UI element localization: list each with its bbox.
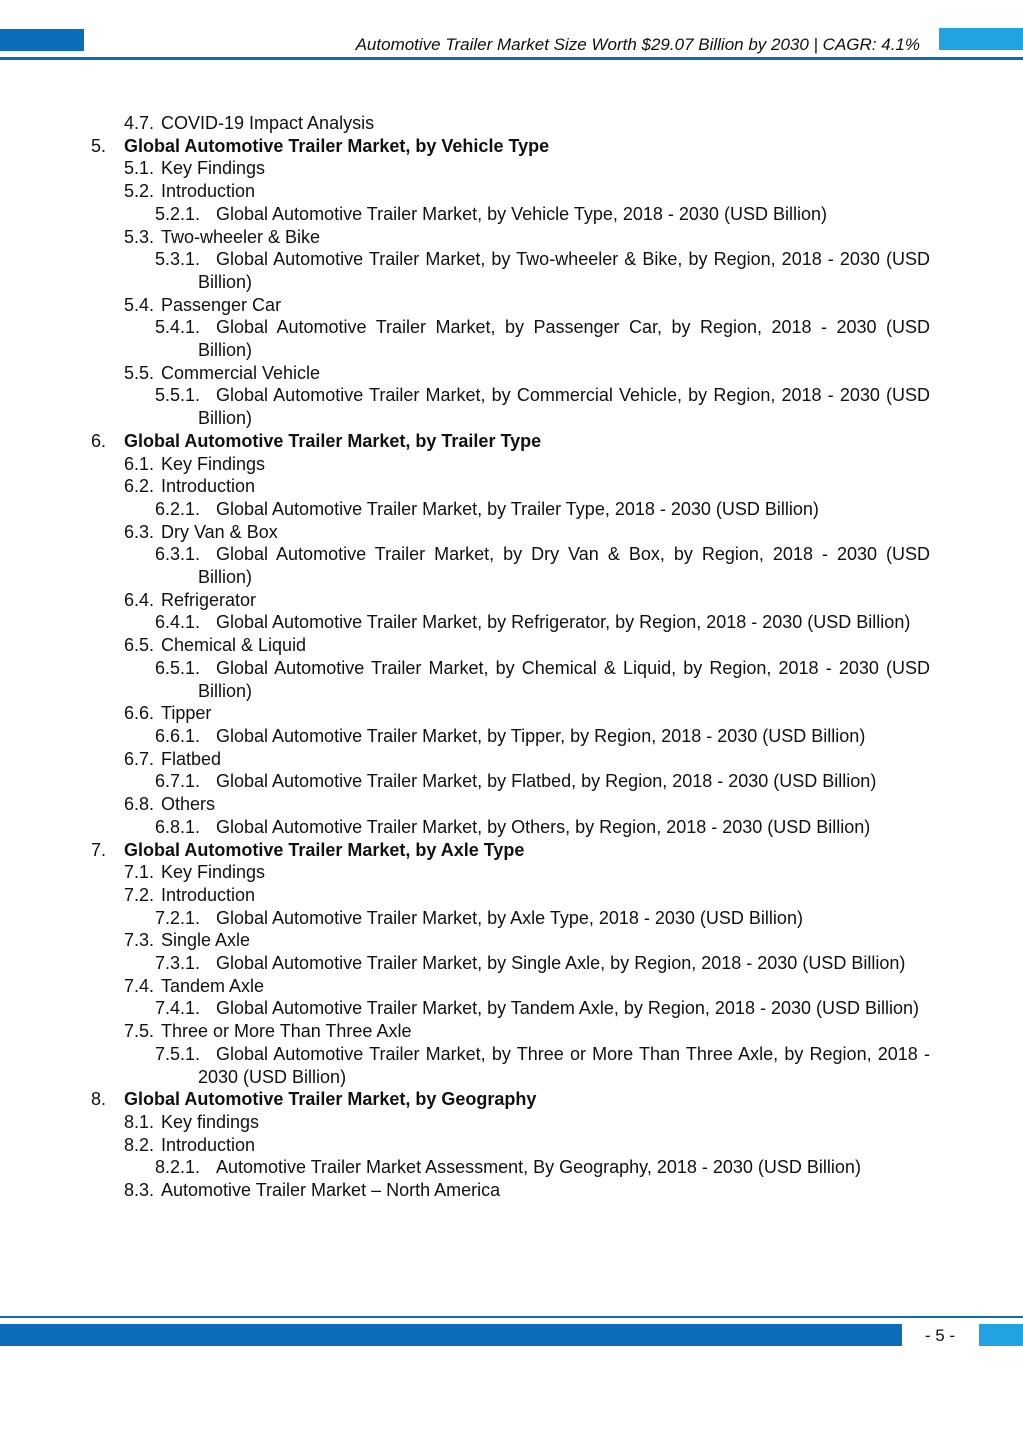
toc-chapter (0, 1088, 1023, 1111)
toc-section (0, 793, 1023, 816)
toc-title: Key Findings (161, 862, 266, 883)
toc-title: Global Automotive Trailer Market, by Vehicle Type (124, 135, 550, 156)
header-accent-left (0, 29, 84, 51)
toc-number: 5.3. (124, 226, 155, 247)
toc-title: Others (161, 794, 216, 815)
toc-section (0, 589, 1023, 612)
toc-title: Commercial Vehicle (161, 362, 321, 383)
toc-number: 6.8. (124, 794, 155, 815)
toc-title: Chemical & Liquid (161, 635, 307, 656)
toc-number: 6.3. (124, 521, 155, 542)
toc-number: 6.4. (124, 589, 155, 610)
toc-title: Key Findings (161, 453, 266, 474)
toc-section (0, 521, 1023, 544)
toc-number: 7.2. (124, 884, 155, 905)
toc-title: Global Automotive Trailer Market, by Others, by Region, 2018 - 2030 (USD Billion) (216, 816, 871, 837)
toc-number: 6.5.1. (155, 657, 201, 678)
toc-section (0, 475, 1023, 498)
toc-title: Key findings (161, 1111, 260, 1132)
toc-number: 7.4. (124, 975, 155, 996)
toc-section (0, 929, 1023, 952)
toc-number: 8.1. (124, 1111, 155, 1132)
toc-number: 6.8.1. (155, 816, 201, 837)
toc-number: 6.4.1. (155, 612, 201, 633)
toc-number: 5.5. (124, 362, 155, 383)
toc-subsection (0, 316, 1023, 361)
toc-title: Global Automotive Trailer Market, by Passenger Car, by Region, 2018 - 2030 (USD Billion) (198, 317, 930, 361)
toc-section (0, 180, 1023, 203)
header-accent-right (939, 28, 1023, 50)
toc-number: 5.4.1. (155, 317, 201, 338)
toc-section (0, 634, 1023, 657)
toc-title: Flatbed (161, 748, 222, 769)
toc-subsection (0, 611, 1023, 634)
table-of-contents (0, 112, 1023, 1202)
toc-subsection (0, 725, 1023, 748)
toc-title: Single Axle (161, 930, 251, 951)
toc-title: Tandem Axle (161, 975, 265, 996)
toc-title: Introduction (161, 1134, 256, 1155)
toc-section (0, 157, 1023, 180)
toc-subsection (0, 997, 1023, 1020)
toc-number: 6.7.1. (155, 771, 201, 792)
toc-title: Global Automotive Trailer Market, by Commercial Vehicle, by Region, 2018 - 2030 (USD Billion) (198, 385, 930, 429)
toc-section (0, 861, 1023, 884)
toc-number: 8.2.1. (155, 1157, 201, 1178)
toc-number: 7.3.1. (155, 953, 201, 974)
toc-subsection (0, 1043, 1023, 1088)
toc-title: Global Automotive Trailer Market, by Three or More Than Three Axle, by Region, 2018 - 2030 (USD Billion) (198, 1043, 930, 1087)
toc-chapter (0, 430, 1023, 453)
toc-title: Introduction (161, 476, 256, 497)
toc-title: Global Automotive Trailer Market, by Tipper, by Region, 2018 - 2030 (USD Billion) (216, 725, 866, 746)
toc-subsection (0, 907, 1023, 930)
toc-title: Key Findings (161, 158, 266, 179)
toc-subsection (0, 203, 1023, 226)
footer-accent-right (979, 1324, 1023, 1346)
toc-number: 7.4.1. (155, 998, 201, 1019)
toc-title: Global Automotive Trailer Market, by Two-wheeler & Bike, by Region, 2018 - 2030 (USD Billion) (198, 249, 930, 292)
toc-subsection (0, 952, 1023, 975)
toc-section (0, 453, 1023, 476)
toc-subsection (0, 248, 1023, 293)
toc-number: 7. (91, 839, 107, 860)
header-rule (0, 57, 1023, 60)
toc-number: 6.6.1. (155, 725, 201, 746)
toc-number: 5.2. (124, 181, 155, 202)
toc-number: 7.5.1. (155, 1043, 201, 1064)
toc-title: Global Automotive Trailer Market, by Refrigerator, by Region, 2018 - 2030 (USD Billion) (216, 612, 911, 633)
toc-section (0, 748, 1023, 771)
page-number: - 5 - (924, 1326, 956, 1345)
toc-title: Refrigerator (161, 589, 257, 610)
footer-rule (0, 1316, 1023, 1318)
toc-number: 5.1. (124, 158, 155, 179)
toc-number: 7.3. (124, 930, 155, 951)
toc-number: 6.6. (124, 703, 155, 724)
toc-title: Global Automotive Trailer Market, by Dry Van & Box, by Region, 2018 - 2030 (USD Billion) (198, 544, 930, 588)
toc-section (0, 702, 1023, 725)
toc-section (0, 294, 1023, 317)
toc-section (0, 112, 1023, 135)
toc-title: Three or More Than Three Axle (161, 1021, 412, 1042)
toc-subsection (0, 384, 1023, 429)
toc-subsection (0, 498, 1023, 521)
toc-number: 6.7. (124, 748, 155, 769)
toc-subsection (0, 816, 1023, 839)
toc-number: 5.3.1. (155, 249, 201, 270)
toc-title: Automotive Trailer Market Assessment, By Geography, 2018 - 2030 (USD Billion) (216, 1157, 861, 1178)
toc-number: 5.2.1. (155, 203, 201, 224)
toc-subsection (0, 1156, 1023, 1179)
toc-title: Global Automotive Trailer Market, by Chemical & Liquid, by Region, 2018 - 2030 (USD Billion) (198, 657, 930, 701)
toc-title: Introduction (161, 884, 256, 905)
toc-subsection (0, 543, 1023, 588)
toc-number: 7.1. (124, 862, 155, 883)
toc-section (0, 1111, 1023, 1134)
toc-number: 5.4. (124, 294, 155, 315)
toc-number: 6.5. (124, 635, 155, 656)
toc-number: 6.3.1. (155, 544, 201, 565)
toc-title: Automotive Trailer Market – North America (161, 1180, 501, 1201)
toc-section (0, 362, 1023, 385)
toc-title: Global Automotive Trailer Market, by Flatbed, by Region, 2018 - 2030 (USD Billion) (216, 771, 877, 792)
toc-section (0, 226, 1023, 249)
toc-chapter (0, 839, 1023, 862)
toc-number: 8.2. (124, 1134, 155, 1155)
toc-title: COVID-19 Impact Analysis (161, 113, 375, 133)
toc-subsection (0, 657, 1023, 702)
toc-title: Global Automotive Trailer Market, by Tandem Axle, by Region, 2018 - 2030 (USD Billion) (216, 998, 920, 1019)
toc-number: 8.3. (124, 1180, 155, 1201)
toc-section (0, 1134, 1023, 1157)
toc-subsection (0, 770, 1023, 793)
toc-section (0, 1179, 1023, 1202)
toc-number: 8. (91, 1089, 107, 1110)
toc-number: 6.2. (124, 476, 155, 497)
toc-number: 7.2.1. (155, 907, 201, 928)
toc-number: 6. (91, 430, 107, 451)
toc-title: Global Automotive Trailer Market, by Axle Type, 2018 - 2030 (USD Billion) (216, 907, 803, 928)
toc-title: Global Automotive Trailer Market, by Trailer Type, 2018 - 2030 (USD Billion) (216, 498, 819, 519)
toc-number: 6.2.1. (155, 498, 201, 519)
toc-title: Global Automotive Trailer Market, by Geography (124, 1089, 537, 1110)
toc-number: 5. (91, 135, 107, 156)
header-title: Automotive Trailer Market Size Worth $29.07 Billion by 2030 | CAGR: 4.1% (355, 35, 920, 54)
toc-section (0, 1020, 1023, 1043)
toc-title: Global Automotive Trailer Market, by Trailer Type (124, 430, 542, 451)
toc-section (0, 975, 1023, 998)
toc-title: Global Automotive Trailer Market, by Vehicle Type, 2018 - 2030 (USD Billion) (216, 203, 827, 224)
footer-bar (0, 1324, 902, 1346)
toc-title: Global Automotive Trailer Market, by Axle Type (124, 839, 525, 860)
toc-title: Two-wheeler & Bike (161, 226, 321, 247)
toc-title: Introduction (161, 181, 256, 202)
toc-title: Tipper (161, 703, 212, 724)
toc-chapter (0, 135, 1023, 158)
toc-number: 7.5. (124, 1021, 155, 1042)
toc-number: 4.7. (124, 113, 155, 133)
toc-section (0, 884, 1023, 907)
toc-title: Global Automotive Trailer Market, by Single Axle, by Region, 2018 - 2030 (USD Billion) (216, 953, 906, 974)
toc-number: 6.1. (124, 453, 155, 474)
toc-title: Passenger Car (161, 294, 282, 315)
toc-title: Dry Van & Box (161, 521, 278, 542)
toc-number: 5.5.1. (155, 385, 201, 406)
